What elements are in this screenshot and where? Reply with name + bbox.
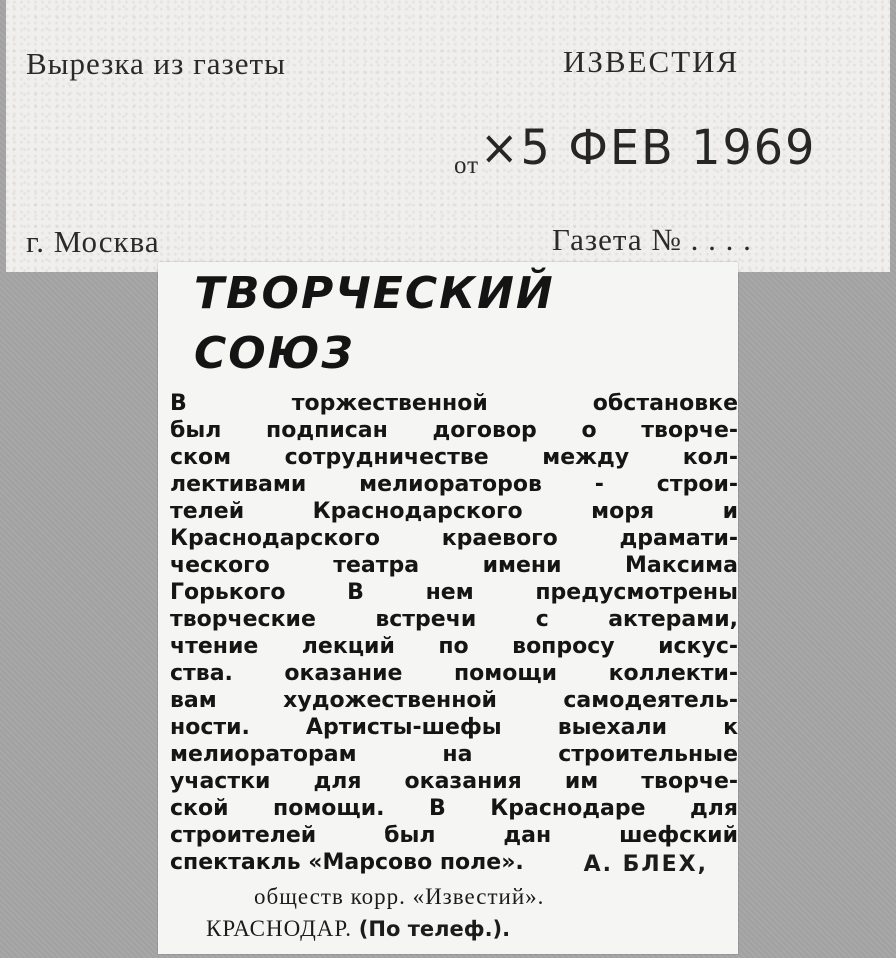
- body-line: В торжественной обстановке: [170, 391, 738, 416]
- newspaper-name: ИЗВЕСТИЯ: [563, 44, 740, 79]
- city-label: г. Москва: [26, 224, 160, 259]
- body-line: ском сотрудничестве между кол-: [170, 445, 738, 470]
- body-line: творческие встречи с актерами,: [170, 607, 738, 632]
- body-line: спектакль «Марсово поле».: [170, 850, 524, 875]
- article-body: [170, 390, 738, 876]
- body-line: чтение лекций по вопросу искус-: [170, 634, 738, 659]
- article-clipping: [158, 262, 738, 954]
- body-line: участки для оказания им творче-: [170, 769, 738, 794]
- body-line: строителей был дан шефский: [170, 823, 738, 848]
- body-line: лективами мелиораторов - строи-: [170, 472, 738, 497]
- issue-number-label: Газета № . . . .: [552, 222, 752, 257]
- date-prefix: от: [454, 152, 480, 179]
- body-line: мелиораторам на строительные: [170, 742, 738, 767]
- date-stamp: ×5 ФЕВ 1969: [480, 118, 817, 176]
- dateline-place: КРАСНОДАР.: [206, 916, 353, 941]
- body-line: Горького В нем предусмотрены: [170, 580, 738, 605]
- body-line: был подписан договор о творче-: [170, 418, 738, 443]
- body-line: ности. Артисты-шефы выехали к: [170, 715, 738, 740]
- body-line: телей Краснодарского моря и: [170, 499, 738, 524]
- clipping-label: Вырезка из газеты: [26, 46, 286, 81]
- body-line: ческого театра имени Максима: [170, 553, 738, 578]
- headline-line-1: ТВОРЧЕСКИЙ: [194, 268, 555, 319]
- body-line: ской помощи. В Краснодаре для: [170, 796, 738, 821]
- author-affiliation: обществ корр. «Известий».: [254, 884, 545, 909]
- body-line: Краснодарского краевого драмати-: [170, 526, 738, 551]
- author-byline: А. БЛЕХ,: [583, 852, 708, 877]
- body-line: ства. оказание помощи коллекти-: [170, 661, 738, 686]
- dateline: [206, 916, 510, 942]
- body-line: вам художественной самодеятель-: [170, 688, 738, 713]
- dateline-note: (По телеф.).: [358, 917, 511, 941]
- headline-line-2: СОЮЗ: [194, 328, 355, 379]
- clipping-header-slip: [6, 0, 890, 272]
